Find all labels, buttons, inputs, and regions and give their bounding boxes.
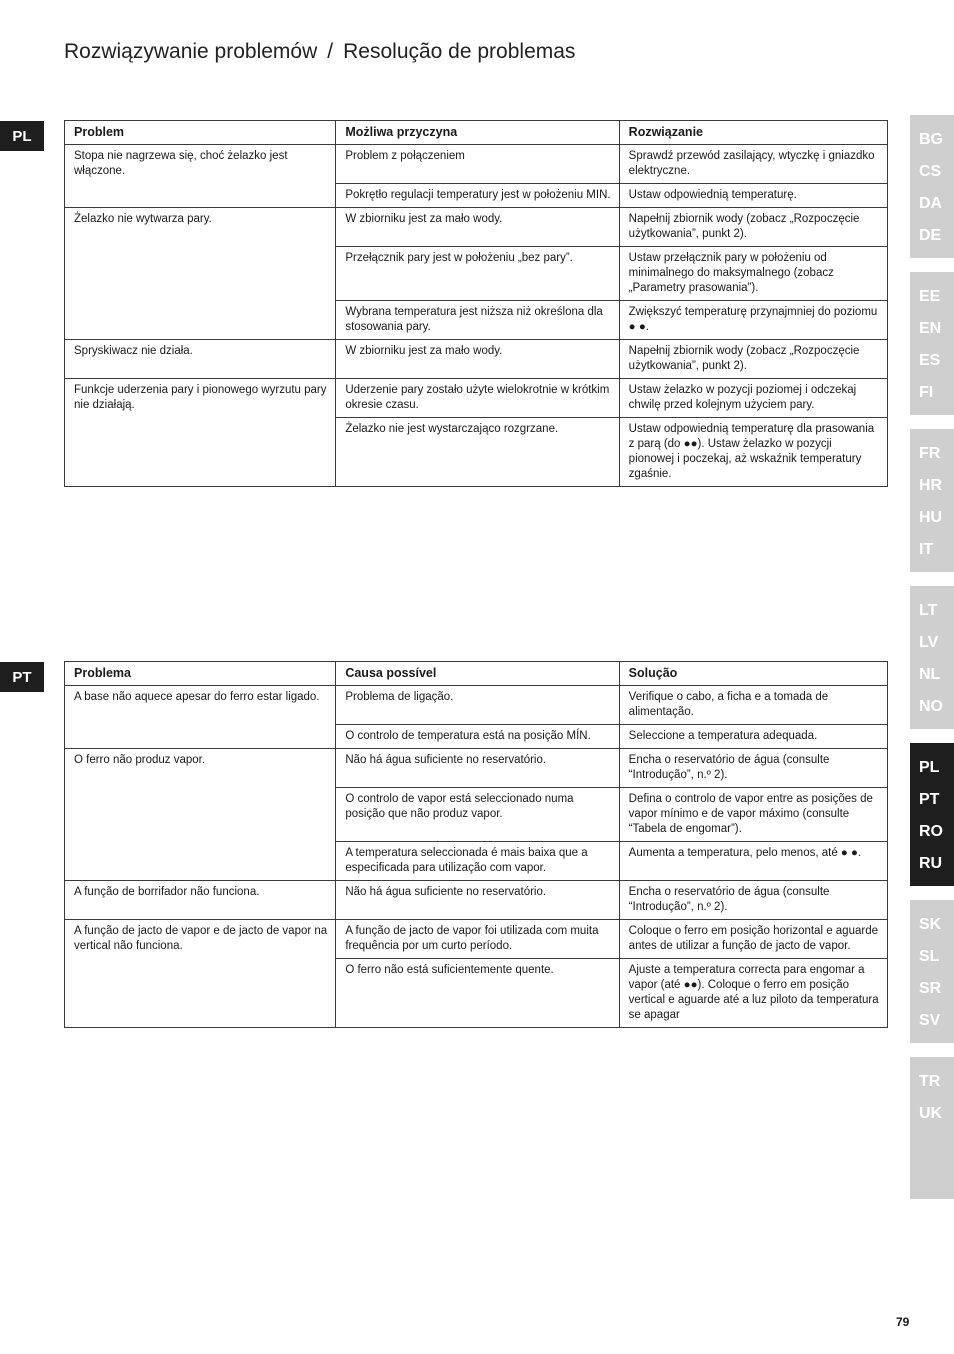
troubleshooting-table-pt [64, 661, 888, 1028]
lang-tab-fi[interactable]: FI [919, 384, 934, 401]
solution-cell: Encha o reservatório de água (consulte “Introdução”, n.º 2). [619, 881, 887, 920]
problem-cell: Funkcje uderzenia pary i pionowego wyrzutu pary nie działają. [65, 379, 336, 487]
table-header-row [65, 121, 888, 145]
lang-tab-tr[interactable]: TR [919, 1073, 941, 1090]
solution-cell: Defina o controlo de vapor entre as posições de vapor mínimo e de vapor máximo (consulte “Tabela de engomar”). [619, 788, 887, 842]
header-problem: Problema [65, 662, 336, 686]
problem-cell: A base não aquece apesar do ferro estar ligado. [65, 686, 336, 749]
cause-cell: Uderzenie pary zostało użyte wielokrotnie w krótkim okresie czasu. [336, 379, 619, 418]
lang-tab-pl[interactable]: PL [919, 759, 940, 776]
lang-tab-nl[interactable]: NL [919, 666, 941, 683]
problem-cell: Żelazko nie wytwarza pary. [65, 208, 336, 340]
table-row [65, 920, 888, 959]
lang-tab-lv[interactable]: LV [919, 634, 939, 651]
lang-group-bg-de [910, 115, 954, 258]
cause-cell: Wybrana temperatura jest niższa niż określona dla stosowania pary. [336, 301, 619, 340]
lang-tab-hr[interactable]: HR [919, 477, 943, 494]
solution-cell: Verifique o cabo, a ficha e a tomada de alimentação. [619, 686, 887, 725]
cause-cell: Żelazko nie jest wystarczająco rozgrzane. [336, 418, 619, 487]
lang-tab-no[interactable]: NO [919, 698, 943, 715]
lang-tab-lt[interactable]: LT [919, 602, 938, 619]
cause-cell: O controlo de vapor está seleccionado numa posição que não produz vapor. [336, 788, 619, 842]
lang-tab-uk[interactable]: UK [919, 1105, 943, 1122]
solution-cell: Encha o reservatório de água (consulte “Introdução”, n.º 2). [619, 749, 887, 788]
solution-cell: Ustaw żelazko w pozycji poziomej i odczekaj chwilę przed kolejnym użyciem pary. [619, 379, 887, 418]
solution-cell: Aumenta a temperatura, pelo menos, até ● ●. [619, 842, 887, 881]
solution-cell: Zwiększyć temperaturę przynajmniej do poziomu ● ●. [619, 301, 887, 340]
lang-tab-it[interactable]: IT [919, 541, 934, 558]
language-nav [910, 115, 954, 1213]
page-title-pt: Resolução de problemas [343, 40, 576, 63]
solution-cell: Coloque o ferro em posição horizontal e aguarde antes de utilizar a função de jacto de vapor. [619, 920, 887, 959]
lang-tab-de[interactable]: DE [919, 227, 942, 244]
lang-tab-ru[interactable]: RU [919, 855, 943, 872]
cause-cell: W zbiorniku jest za mało wody. [336, 208, 619, 247]
problem-cell: Stopa nie nagrzewa się, choć żelazko jest włączone. [65, 145, 336, 208]
cause-cell: O controlo de temperatura está na posição MÍN. [336, 725, 619, 749]
lang-tab-ee[interactable]: EE [919, 288, 941, 305]
lang-tab-bg[interactable]: BG [919, 131, 943, 148]
problem-cell: A função de borrifador não funciona. [65, 881, 336, 920]
lang-group-tr-uk [910, 1057, 954, 1199]
table-row [65, 208, 888, 247]
page-title-pl: Rozwiązywanie problemów [64, 40, 318, 63]
section-badge-pl: PL [0, 121, 44, 151]
lang-tab-hu[interactable]: HU [919, 509, 943, 526]
lang-tab-en[interactable]: EN [919, 320, 942, 337]
cause-cell: Przełącznik pary jest w położeniu „bez pary”. [336, 247, 619, 301]
page-number: 79 [896, 1315, 910, 1329]
problem-cell: A função de jacto de vapor e de jacto de vapor na vertical não funciona. [65, 920, 336, 1028]
solution-cell: Napełnij zbiornik wody (zobacz „Rozpoczęcie użytkowania”, punkt 2). [619, 340, 887, 379]
solution-cell: Sprawdź przewód zasilający, wtyczkę i gniazdko elektryczne. [619, 145, 887, 184]
cause-cell: W zbiorniku jest za mało wody. [336, 340, 619, 379]
table-row [65, 881, 888, 920]
lang-tab-sr[interactable]: SR [919, 980, 942, 997]
problem-cell: O ferro não produz vapor. [65, 749, 336, 881]
lang-tab-sk[interactable]: SK [919, 916, 942, 933]
cause-cell: Problem z połączeniem [336, 145, 619, 184]
lang-tab-cs[interactable]: CS [919, 163, 942, 180]
troubleshooting-table-pl [64, 120, 888, 487]
lang-tab-ro[interactable]: RO [919, 823, 943, 840]
cause-cell: Não há água suficiente no reservatório. [336, 749, 619, 788]
solution-cell: Ustaw odpowiednią temperaturę. [619, 184, 887, 208]
table-row [65, 686, 888, 725]
lang-tab-es[interactable]: ES [919, 352, 941, 369]
lang-group-fr-it [910, 429, 954, 572]
cause-cell: Problema de ligação. [336, 686, 619, 725]
lang-group-sk-sv [910, 900, 954, 1043]
lang-tab-sv[interactable]: SV [919, 1012, 941, 1029]
title-separator: / [327, 40, 334, 63]
lang-tab-pt[interactable]: PT [919, 791, 940, 808]
solution-cell: Seleccione a temperatura adequada. [619, 725, 887, 749]
section-badge-pt: PT [0, 662, 44, 692]
cause-cell: O ferro não está suficientemente quente. [336, 959, 619, 1028]
header-cause: Causa possível [336, 662, 619, 686]
solution-cell: Napełnij zbiornik wody (zobacz „Rozpoczęcie użytkowania”, punkt 2). [619, 208, 887, 247]
header-solution: Solução [619, 662, 887, 686]
solution-cell: Ustaw przełącznik pary w położeniu od minimalnego do maksymalnego (zobacz „Parametry prasowania”). [619, 247, 887, 301]
table-row [65, 340, 888, 379]
header-solution: Rozwiązanie [619, 121, 887, 145]
table-row [65, 379, 888, 418]
header-cause: Możliwa przyczyna [336, 121, 619, 145]
header-problem: Problem [65, 121, 336, 145]
lang-tab-fr[interactable]: FR [919, 445, 941, 462]
table-header-row [65, 662, 888, 686]
cause-cell: Pokrętło regulacji temperatury jest w położeniu MIN. [336, 184, 619, 208]
lang-group-ee-fi [910, 272, 954, 415]
lang-tab-da[interactable]: DA [919, 195, 943, 212]
table-row [65, 749, 888, 788]
cause-cell: A função de jacto de vapor foi utilizada com muita frequência por um curto período. [336, 920, 619, 959]
table-row [65, 145, 888, 184]
cause-cell: Não há água suficiente no reservatório. [336, 881, 619, 920]
lang-tab-sl[interactable]: SL [919, 948, 940, 965]
lang-group-pl-ru [910, 743, 954, 886]
solution-cell: Ustaw odpowiednią temperaturę dla prasowania z parą (do ●●). Ustaw żelazko w pozycji pionowej i poczekaj, aż wskaźnik temperatury zgaśnie. [619, 418, 887, 487]
problem-cell: Spryskiwacz nie działa. [65, 340, 336, 379]
cause-cell: A temperatura seleccionada é mais baixa que a especificada para utilização com vapor. [336, 842, 619, 881]
solution-cell: Ajuste a temperatura correcta para engomar a vapor (até ●●). Coloque o ferro em posição vertical e aguarde até a luz piloto da temperatura se apagar [619, 959, 887, 1028]
page-title [64, 40, 575, 64]
lang-group-lt-no [910, 586, 954, 729]
